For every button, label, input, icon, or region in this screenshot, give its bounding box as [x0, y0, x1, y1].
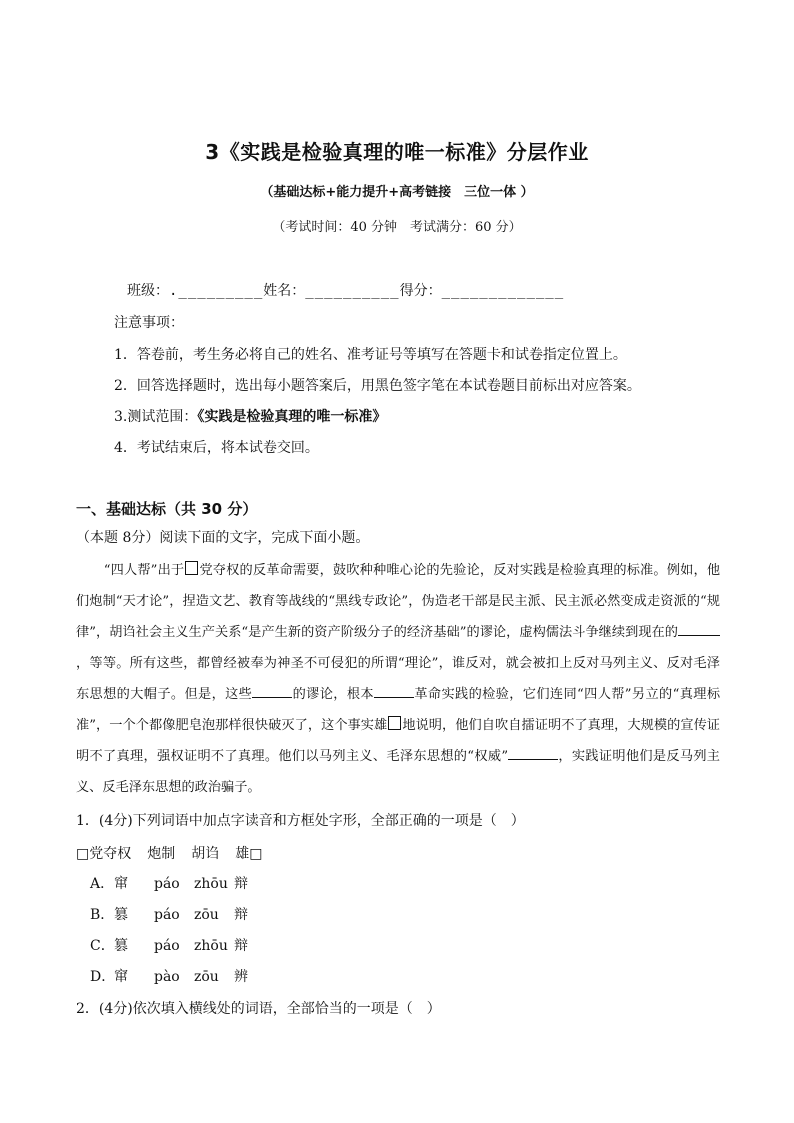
- word-item: 炮制: [147, 846, 176, 862]
- fill-blank: [508, 759, 558, 760]
- option-b[interactable]: [90, 904, 248, 924]
- section-heading: 一、基础达标（共 30 分）: [76, 500, 258, 518]
- option-label: A．: [90, 876, 115, 892]
- fill-blank: [678, 635, 720, 636]
- page-title: 3《实践是检验真理的唯一标准》分层作业: [205, 140, 589, 164]
- option-pinyin: páo: [154, 938, 180, 954]
- word-item: 胡诌: [191, 846, 220, 862]
- passage-text: “四人帮”出于: [103, 563, 185, 578]
- passage-text: 的谬论，根本: [292, 687, 374, 702]
- option-char: 辩: [234, 938, 248, 954]
- word-item: □党夺权: [76, 846, 132, 862]
- name-blank[interactable]: __________: [305, 283, 400, 299]
- option-label: D．: [90, 969, 116, 985]
- option-pinyin: pào: [154, 969, 180, 985]
- blank-box: [388, 716, 401, 730]
- notice-title: 注意事项：: [114, 315, 184, 331]
- question-2-stem: 2．(4分)依次填入横线处的词语，全部恰当的一项是（ ）: [76, 1001, 441, 1017]
- notice-item-3-scope: 《实践是检验真理的唯一标准》: [197, 409, 387, 425]
- fill-blank: [374, 697, 414, 698]
- notice-item-1: 1．答卷前，考生务必将自己的姓名、准考证号等填写在答题卡和试卷指定位置上。: [114, 347, 627, 363]
- option-char: 篡: [114, 907, 128, 923]
- option-char: 篡: [114, 938, 128, 954]
- option-pinyin: zhōu: [194, 876, 228, 892]
- option-pinyin: zhōu: [194, 938, 228, 954]
- section-intro: （本题 8分）阅读下面的文字，完成下面小题。: [76, 530, 370, 546]
- option-char: 辩: [234, 876, 248, 892]
- passage-text: ，实践证明他们是反马列主义、反毛泽东思想的政治骗子。: [76, 749, 720, 795]
- question-1-words: [76, 843, 278, 863]
- word-item: 雄□: [235, 846, 263, 862]
- score-label: 得分：: [399, 283, 442, 299]
- score-blank[interactable]: _____________: [441, 283, 565, 299]
- option-d[interactable]: [90, 966, 248, 986]
- passage-text: 党夺权的反革命需要，鼓吹种种唯心论的先验论，反对实践是检验真理的标准。例如，他们炮制“天才论”，捏造文艺、教育等战线的“黑线专政论”，伪造老干部是民主派、民主派必然变成走资派的“规律”，胡诌社会主义生产关系“是产生新的资产阶级分子的经济基础”的谬论，虚构儒法斗争继续到现在的: [76, 563, 721, 640]
- question-1-stem: 1．(4分)下列词语中加点字读音和方框处字形，全部正确的一项是（ ）: [76, 813, 525, 829]
- notice-item-3-prefix: 3.测试范围：: [114, 409, 198, 425]
- option-c[interactable]: [90, 935, 248, 955]
- student-info-row: [127, 280, 564, 300]
- option-char: 辨: [234, 969, 248, 985]
- option-a[interactable]: [90, 873, 248, 893]
- passage-text: 地说明，他们自吹自擂证明不了真理，大规模的宣传证明不了真理，强权证明不了真理。他们以马列主义、毛泽东思想的“权威”: [76, 718, 720, 764]
- class-blank[interactable]: ._________: [169, 283, 264, 299]
- option-pinyin: páo: [154, 876, 180, 892]
- option-label: C．: [90, 938, 115, 954]
- class-label: 班级：: [127, 283, 169, 299]
- notice-item-4: 4．考试结束后，将本试卷交回。: [114, 440, 319, 456]
- blank-box: [185, 561, 198, 575]
- option-char: 辩: [234, 907, 248, 923]
- fill-blank: [252, 697, 292, 698]
- option-pinyin: páo: [154, 907, 180, 923]
- passage-text: 革命实践的检验，它们连同“四人帮”另立的“真理标准”，一个个都像肥皂泡那样很快破灭了，这个事实雄: [76, 687, 721, 733]
- passage-text: ，等等。所有这些，都曾经被奉为神圣不可侵犯的所谓“理论”，谁反对，就会被扣上反对马列主义、反对毛泽东思想的大帽子。但是，这些: [76, 656, 720, 702]
- notice-item-2: 2．回答选择题时，选出每小题答案后，用黑色签字笔在本试卷题目前标出对应答案。: [114, 378, 641, 394]
- subtitle: （基础达标+能力提升+高考链接 三位一体 ）: [260, 185, 534, 200]
- option-char: 窜: [114, 969, 128, 985]
- exam-info: （考试时间：40 分钟 考试满分：60 分）: [272, 220, 522, 235]
- option-pinyin: zōu: [194, 969, 219, 985]
- option-char: 窜: [114, 876, 128, 892]
- reading-passage: [76, 555, 720, 803]
- option-label: B．: [90, 907, 115, 923]
- name-label: 姓名：: [263, 283, 306, 299]
- notice-item-3: [114, 406, 386, 426]
- option-pinyin: zōu: [194, 907, 219, 923]
